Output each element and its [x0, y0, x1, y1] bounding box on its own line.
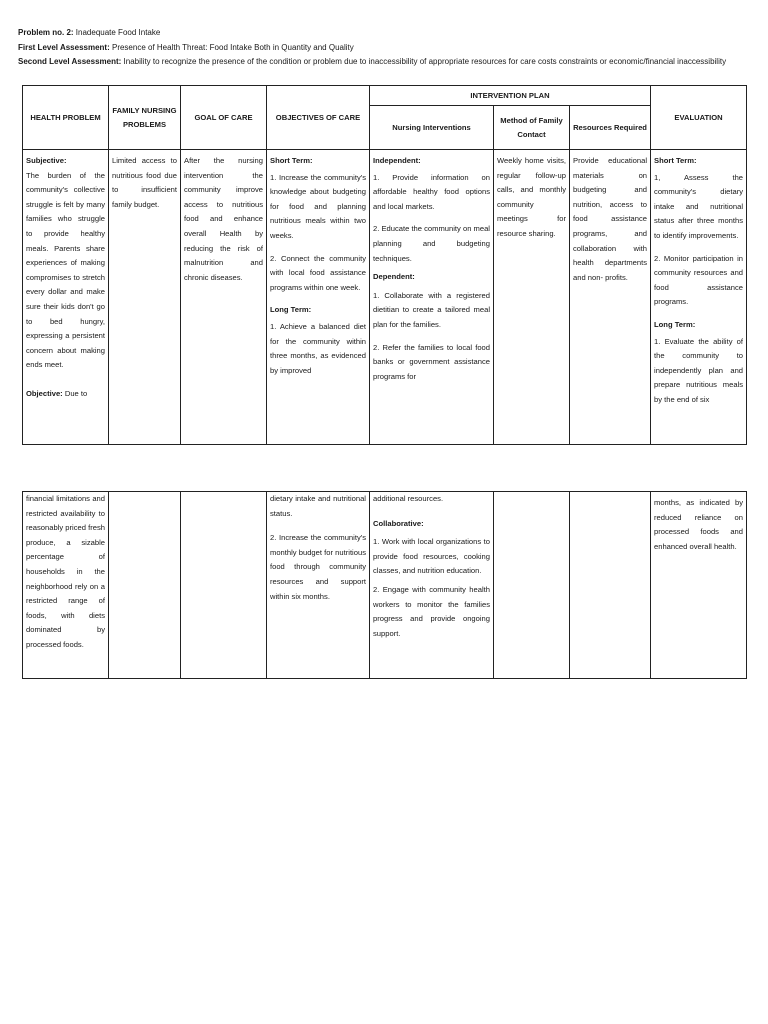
- problem-value: Inadequate Food Intake: [75, 28, 161, 37]
- objective-short-2: 2. Connect the community with local food assistance programs within one week.: [270, 253, 366, 292]
- independent-1: 1. Provide information on affordable healthy food options and local markets.: [373, 172, 490, 211]
- col-resources-required: Resources Required: [570, 106, 651, 150]
- collaborative-1: 1. Work with local organizations to provide food resources, cooking classes, and nutrition education.: [373, 537, 490, 576]
- first-level-line: [18, 41, 754, 56]
- goal-cont-cell: [181, 492, 267, 679]
- first-level-value: Presence of Health Threat: Food Intake Both in Quantity and Quality: [111, 42, 354, 52]
- resources-text: Provide educational materials on budgeting and nutrition, access to food assistance programs, and collaboration with health departments and non- profits.: [573, 156, 648, 282]
- col-nursing-interventions: Nursing Interventions: [370, 106, 494, 150]
- health-problem-cont-text: financial limitations and restricted availability to reasonably priced fresh produce, a sizable percentage of households in the neighborhood rely on a restricted range of foods, with diets dominated by processed foods.: [26, 494, 105, 649]
- resources-cont-cell: [570, 492, 651, 679]
- care-plan-table-page1: [22, 85, 747, 445]
- problem-line: [18, 26, 754, 41]
- collaborative-2: 2. Engage with community health workers to monitor the families progress and provide ongoing support.: [373, 584, 490, 638]
- method-cont-cell: [494, 492, 570, 679]
- independent-label: Independent:: [373, 156, 421, 165]
- objectives-short-label: Short Term:: [270, 156, 313, 165]
- objectives-cont-cell: [267, 492, 370, 679]
- evaluation-cont-text: months, as indicated by reduced reliance on processed foods and enhanced overall health.: [654, 498, 743, 551]
- dependent-2: 2. Refer the families to local food banks or government assistance programs for: [373, 342, 490, 381]
- subjective-text: The burden of the community's collective struggle is felt by many families who struggle to provide healthy meals. Parents share experiences of making compromises to stretch every dollar and make sure their kids don't go to bed hungry, expressing a persistent concern about making ends meet.: [26, 170, 105, 370]
- health-problem-cont-cell: [23, 492, 109, 679]
- objective-long-1: 1. Achieve a balanced diet for the community within three months, as evidenced by improved: [270, 321, 366, 375]
- evaluation-short-2: 2. Monitor participation in community resources and food assistance programs.: [654, 253, 744, 307]
- col-family-nursing-problems: FAMILY NURSING PROBLEMS: [109, 86, 181, 150]
- nursing-interventions-cell: [370, 150, 494, 445]
- nursing-interventions-cont-cell: [370, 492, 494, 679]
- col-intervention-plan: INTERVENTION PLAN: [370, 86, 651, 106]
- subjective-label: Subjective:: [26, 156, 67, 165]
- goal-text: After the nursing intervention the community improve access to nutritious food and enhance overall Health by reducing the risk of malnutrition and chronic diseases.: [184, 156, 263, 282]
- objective-text: Due to: [64, 388, 88, 398]
- objective-long-2: 2. Increase the community's monthly budget for nutritious food through community resources and support within six months.: [270, 533, 366, 601]
- objectives-long-label: Long Term:: [270, 305, 312, 315]
- method-text: Weekly home visits, regular follow-up calls, and monthly community meetings for resource sharing.: [497, 156, 566, 238]
- evaluation-long-1: 1. Evaluate the ability of the community to independently plan and prepare nutritious meals by the end of six: [654, 336, 744, 404]
- col-goal-of-care: GOAL OF CARE: [181, 86, 267, 150]
- second-level-value: Inability to recognize the presence of the condition or problem due to inaccessibility of appropriate resources for care costs constraints or economic/financial inaccessibility: [123, 57, 727, 66]
- evaluation-short-1: 1, Assess the community's dietary intake and nutritional status after three months to identify improvements.: [654, 172, 744, 240]
- health-problem-cell: [23, 150, 109, 445]
- second-level-line: [18, 55, 754, 70]
- resources-cell: [570, 150, 651, 445]
- evaluation-cell: [651, 150, 747, 445]
- first-level-label: First Level Assessment:: [18, 42, 110, 52]
- independent-2: 2. Educate the community on meal planning and budgeting techniques.: [373, 224, 490, 263]
- problem-label: Problem no. 2:: [18, 28, 74, 37]
- assessment-header: [18, 26, 754, 70]
- objective-line: [26, 387, 105, 402]
- evaluation-cont-cell: [651, 492, 747, 679]
- col-health-problem: HEALTH PROBLEM: [23, 86, 109, 150]
- collaborative-label: Collaborative:: [373, 518, 424, 528]
- second-level-label: Second Level Assessment:: [18, 57, 122, 66]
- dependent-label: Dependent:: [373, 272, 415, 282]
- goal-cell: [181, 150, 267, 445]
- evaluation-short-label: Short Term:: [654, 156, 697, 165]
- care-plan-table-page2: [22, 491, 747, 679]
- family-nursing-cont-cell: [109, 492, 181, 679]
- evaluation-long-label: Long Term:: [654, 319, 696, 329]
- dependent-1: 1. Collaborate with a registered dietitian to create a tailored meal plan for the families.: [373, 290, 490, 329]
- objective-short-1: 1. Increase the community's knowledge about budgeting for food and planning nutritious meals within two weeks.: [270, 172, 366, 240]
- col-method-of-contact: Method of Family Contact: [494, 106, 570, 150]
- objectives-cell: [267, 150, 370, 445]
- family-nursing-cell: [109, 150, 181, 445]
- objective-label: Objective:: [26, 388, 63, 398]
- objective-long-1-cont: dietary intake and nutritional status.: [270, 494, 366, 518]
- family-nursing-text: Limited access to nutritious food due to insufficient family budget.: [112, 156, 177, 209]
- col-evaluation: EVALUATION: [651, 86, 747, 150]
- dependent-2-cont: additional resources.: [373, 494, 444, 503]
- method-cell: [494, 150, 570, 445]
- col-objectives-of-care: OBJECTIVES OF CARE: [267, 86, 370, 150]
